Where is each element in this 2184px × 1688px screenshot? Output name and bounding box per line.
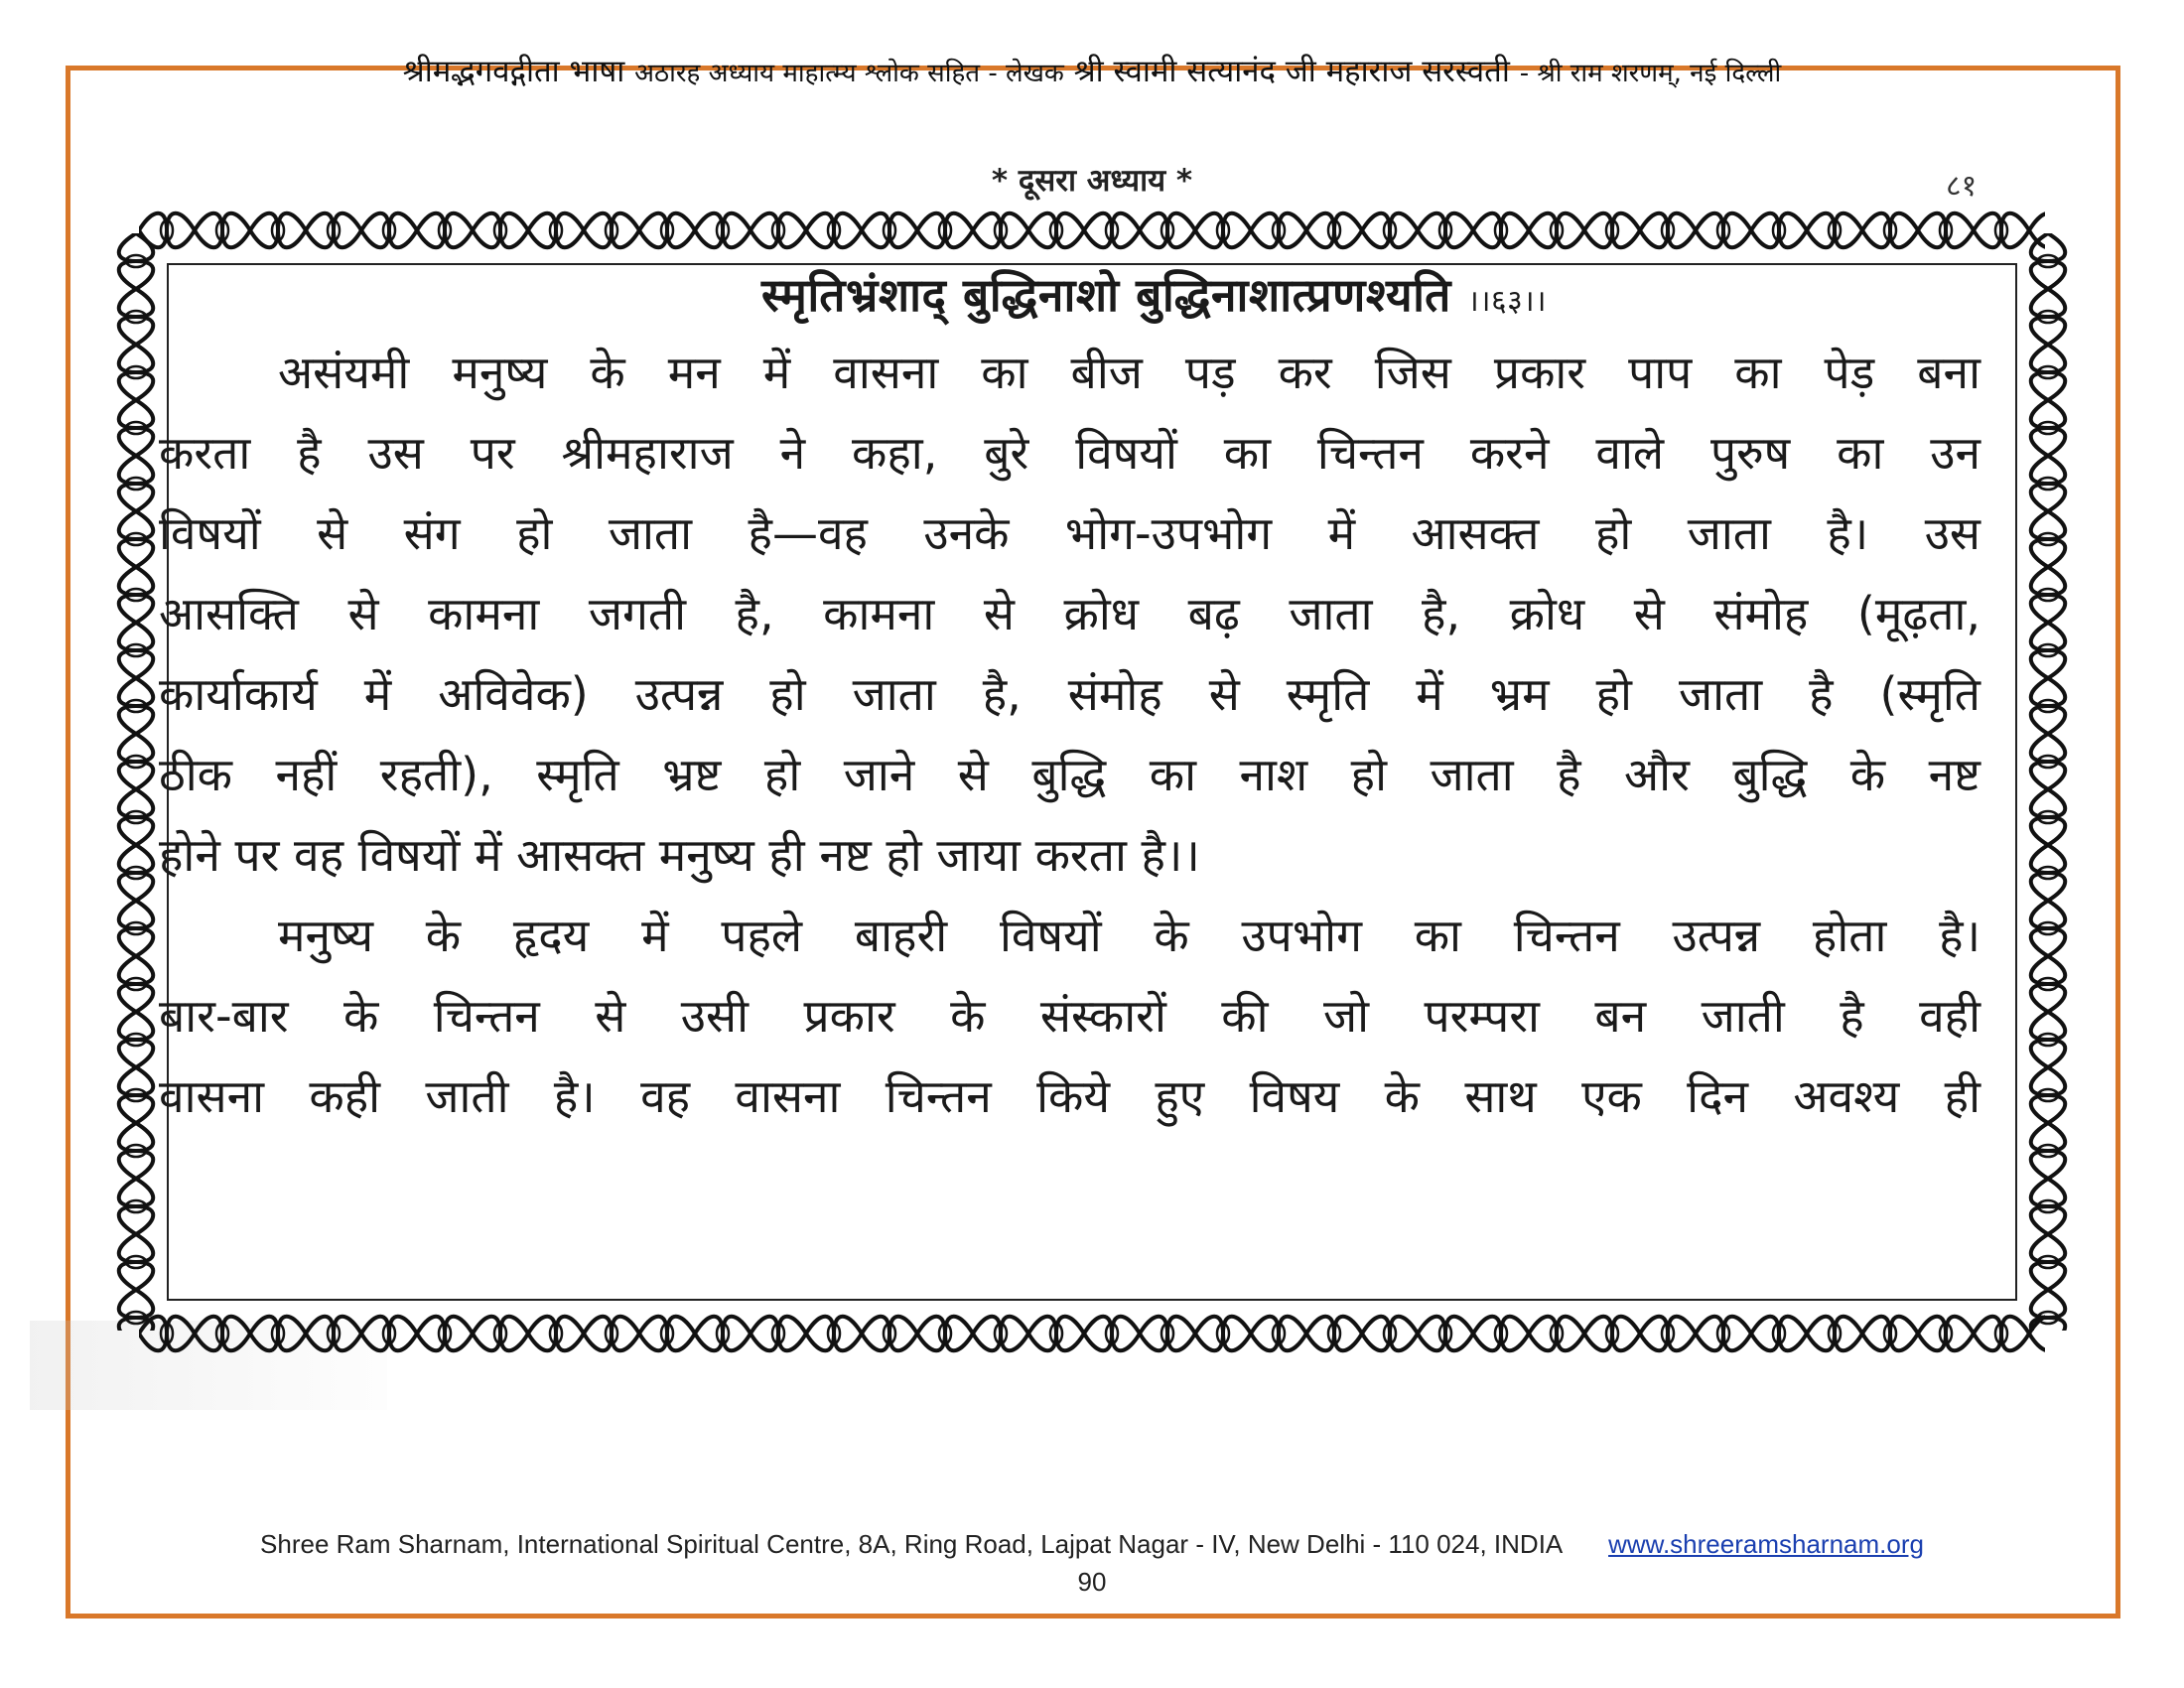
ornament-pattern-top bbox=[139, 204, 2045, 257]
website-link[interactable]: www.shreeramsharnam.org bbox=[1608, 1529, 1924, 1559]
text-line: ठीक नहीं रहती), स्मृति भ्रष्ट हो जाने से बुद्धि का नाश हो जाता है और बुद्धि के नष्ट bbox=[159, 748, 1980, 801]
page-header bbox=[0, 50, 2184, 91]
footer-address: Shree Ram Sharnam, International Spiritual Centre, 8A, Ring Road, Lajpat Nagar - IV, New Delhi - 110 024, INDIA bbox=[260, 1529, 1562, 1559]
text-line: आसक्ति से कामना जगती है, कामना से क्रोध बढ़ जाता है, क्रोध से संमोह (मूढ़ता, bbox=[159, 587, 1980, 640]
header-title: श्रीमद्भगवद्गीता भाषा bbox=[402, 54, 625, 89]
paragraph-1 bbox=[159, 333, 1980, 896]
text-line: होने पर वह विषयों में आसक्त मनुष्य ही नष्ट हो जाया करता है।। bbox=[159, 828, 1200, 882]
text-line: असंयमी मनुष्य के मन में वासना का बीज पड़ कर जिस प्रकार पाप का पेड़ बना bbox=[278, 346, 1980, 399]
chapter-label: * दूसरा अध्याय * bbox=[991, 163, 1193, 199]
main-text bbox=[159, 263, 1980, 1137]
ornament-border-bottom bbox=[139, 1307, 2045, 1360]
page-footer bbox=[0, 1529, 2184, 1560]
text-line: बार-बार के चिन्तन से उसी प्रकार के संस्कारों की जो परम्परा बन जाती है वही bbox=[159, 989, 1980, 1043]
ornament-border-left bbox=[109, 233, 163, 1331]
ornament-pattern-left bbox=[109, 233, 163, 1331]
page-number: 90 bbox=[1077, 1567, 1107, 1597]
text-line: वासना कही जाती है। वह वासना चिन्तन किये हुए विषय के साथ एक दिन अवश्य ही bbox=[159, 1069, 1980, 1123]
header-publisher: - श्री राम शरणम्, नई दिल्ली bbox=[1519, 59, 1782, 88]
text-line: करता है उस पर श्रीमहाराज ने कहा, बुरे विषयों का चिन्तन करने वाले पुरुष का उन bbox=[159, 426, 1980, 480]
shloka-text: स्मृतिभ्रंशाद् बुद्धिनाशो बुद्धिनाशात्प्रणश्यति bbox=[760, 268, 1451, 322]
ornament-border-top bbox=[139, 204, 2045, 257]
shloka-number: ।।६३।। bbox=[1467, 284, 1547, 319]
original-page-number: ८१ bbox=[1946, 169, 1978, 204]
text-line: विषयों से संग हो जाता है—वह उनके भोग-उपभोग में आसक्त हो जाता है। उस bbox=[159, 506, 1980, 560]
header-subtitle: अठारह अध्याय माहात्म्य श्लोक सहित - लेखक bbox=[634, 59, 1064, 88]
header-author: श्री स्वामी सत्यानंद जी महाराज सरस्वती bbox=[1073, 54, 1510, 89]
ornament-border-right bbox=[2021, 233, 2075, 1331]
shloka-line bbox=[387, 263, 1921, 325]
text-line: मनुष्य के हृदय में पहले बाहरी विषयों के उपभोग का चिन्तन उत्पन्न होता है। bbox=[278, 909, 1980, 962]
text-line: कार्याकार्य में अविवेक) उत्पन्न हो जाता है, संमोह से स्मृति में भ्रम हो जाता है (स्मृति bbox=[159, 667, 1980, 721]
ornament-pattern-right bbox=[2021, 233, 2075, 1331]
paragraph-2 bbox=[159, 896, 1980, 1137]
ornament-pattern-bottom bbox=[139, 1307, 2045, 1360]
